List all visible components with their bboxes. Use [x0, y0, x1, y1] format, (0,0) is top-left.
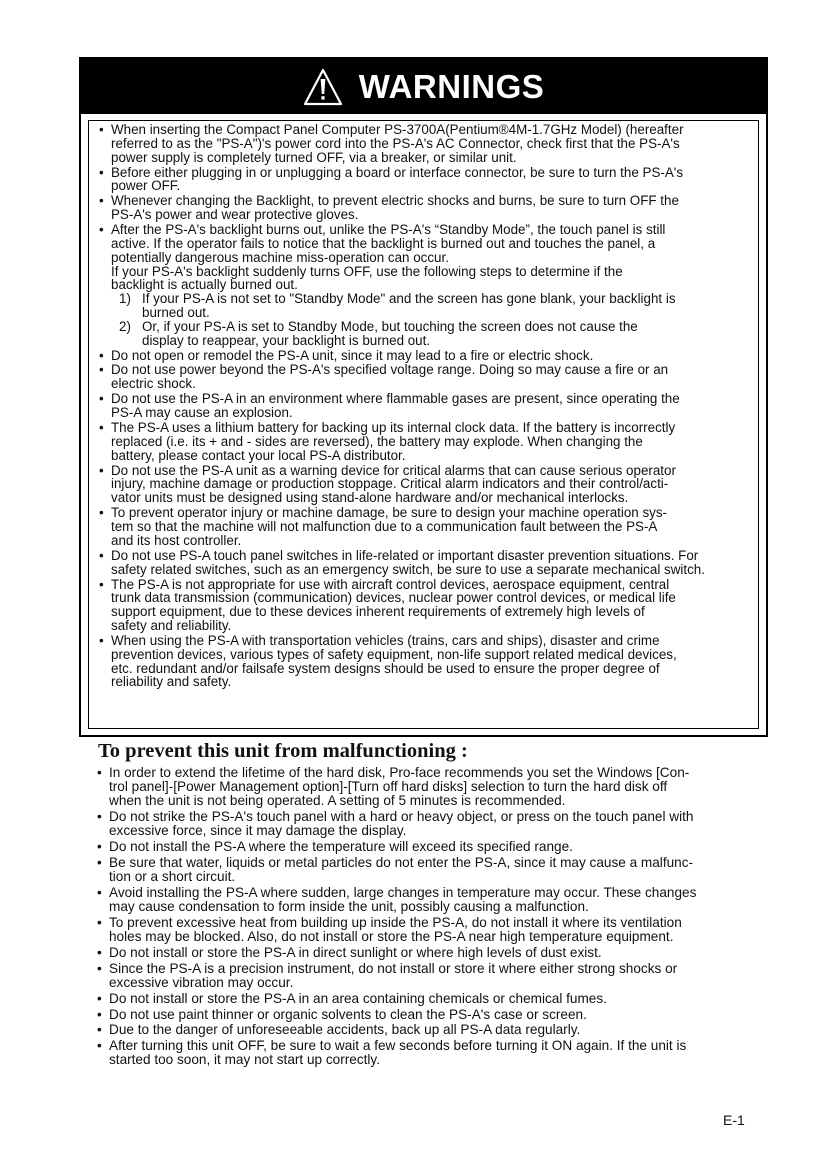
list-item-line: • Do not install or store the PS-A in direct sunlight or where high levels of dust exist.	[109, 945, 602, 960]
list-item-line: • Before either plugging in or unplugging a board or interface connector, be sure to turn the PS-A's	[111, 164, 684, 180]
list-item-line: when the unit is not being operated. A setting of 5 minutes is recommended.	[109, 793, 566, 809]
list-item-line: • The PS-A is not appropriate for use with aircraft control devices, aerospace equipment, central	[111, 576, 670, 592]
list-item-line: • Due to the danger of unforeseeable accidents, back up all PS-A data regularly.	[109, 1022, 581, 1038]
list-item	[99, 392, 748, 420]
list-item-line: • Since the PS-A is a precision instrument, do not install or store it where either strong shocks or	[109, 960, 678, 976]
list-item-line: may cause condensation to form inside the unit, possibly causing a malfunction.	[109, 899, 589, 915]
list-item	[99, 194, 748, 222]
sub-list-item	[111, 320, 748, 348]
malfunction-section	[97, 766, 763, 1069]
list-item	[99, 349, 748, 363]
list-item-line: trol panel]-[Power Management option]-[Turn off hard disks] selection to turn the hard disk off	[109, 779, 668, 795]
list-item-line: • After turning this unit OFF, be sure to wait a few seconds before turning it ON again. If the unit is	[109, 1038, 687, 1054]
list-item-line: PS-A may cause an explosion.	[111, 405, 293, 421]
list-item-line: • Whenever changing the Backlight, to prevent electric shocks and burns, be sure to turn OFF the	[111, 193, 679, 209]
list-item-line: • Do not use power beyond the PS-A's specified voltage range. Doing so may cause a fire or an	[111, 362, 669, 378]
list-item-line: • Do not use the PS-A unit as a warning device for critical alarms that can cause serious operator	[111, 462, 676, 478]
sub-list-line: If your PS-A is not set to "Standby Mode" and the screen has gone blank, your backlight is	[142, 291, 676, 307]
list-item	[99, 223, 748, 347]
list-item-line: reliability and safety.	[111, 674, 232, 690]
warnings-header	[81, 59, 766, 114]
list-item-line: started too soon, it may not start up correctly.	[109, 1052, 380, 1068]
list-item-line: battery, please contact your local PS-A distributor.	[111, 447, 406, 463]
list-item-line: support equipment, due to these devices inherent requirements of extremely high levels of	[111, 604, 645, 620]
list-item-line: safety related switches, such as an emergency switch, be sure to use a separate mechanical switch.	[111, 561, 705, 577]
list-item	[99, 166, 748, 194]
list-item-line: safety and reliability.	[111, 617, 232, 633]
list-item-line: replaced (i.e. its + and - sides are reversed), the battery may explode. When changing the	[111, 433, 643, 449]
list-item	[97, 856, 763, 884]
list-item-line: • After the PS-A's backlight burns out, unlike the PS-A's “Standby Mode”, the touch panel is still	[111, 222, 666, 238]
sub-list-number: 2)	[119, 318, 131, 334]
list-item-line: • When inserting the Compact Panel Computer PS-3700A(Pentium®4M-1.7GHz Model) (hereafter	[111, 122, 684, 137]
list-item-line: • Do not use paint thinner or organic solvents to clean the PS-A's case or screen.	[109, 1006, 587, 1022]
list-item-line: • Do not install the PS-A where the temperature will exceed its specified range.	[109, 839, 573, 855]
list-item-line: excessive vibration may occur.	[109, 975, 294, 990]
warnings-title: WARNINGS	[358, 67, 545, 105]
list-item	[99, 464, 748, 505]
sub-list-item	[111, 292, 748, 320]
list-item-line: • The PS-A uses a lithium battery for backing up its internal clock data. If the battery is incorrectly	[111, 420, 676, 436]
list-item-line: • Avoid installing the PS-A where sudden, large changes in temperature may occur. These changes	[109, 885, 697, 900]
list-item-line: • To prevent excessive heat from building up inside the PS-A, do not install it where its ventilation	[109, 915, 682, 930]
list-item	[97, 1023, 763, 1037]
list-item-line: • In order to extend the lifetime of the hard disk, Pro-face recommends you set the Windows [Con-	[109, 765, 690, 780]
list-item-line: holes may be blocked. Also, do not install or store the PS-A near high temperature equipment.	[109, 929, 674, 945]
warning-triangle-icon	[303, 68, 343, 106]
list-item-line: • Do not use the PS-A in an environment where flammable gases are present, since operating the	[111, 391, 680, 407]
malfunction-heading: To prevent this unit from malfunctioning :	[98, 740, 468, 762]
list-item	[97, 766, 763, 809]
list-item	[97, 1008, 763, 1022]
list-item-line: • Do not strike the PS-A's touch panel with a hard or heavy object, or press on the touch panel with	[109, 809, 694, 825]
sub-list-number: 1)	[119, 291, 131, 307]
list-item	[97, 916, 763, 944]
list-item	[99, 421, 748, 462]
sub-list-line: Or, if your PS-A is set to Standby Mode, but touching the screen does not cause the	[142, 318, 638, 334]
list-item-line: • When using the PS-A with transportation vehicles (trains, cars and ships), disaster and crime	[111, 632, 660, 648]
list-item-line: referred to as the "PS-A")'s power cord into the PS-A's AC Connector, check first that the PS-A's	[111, 135, 680, 151]
list-item	[97, 992, 763, 1006]
list-item	[97, 810, 763, 838]
list-item-line: • Do not use PS-A touch panel switches in life-related or important disaster prevention situations. For	[111, 547, 699, 563]
list-item-line: etc. redundant and/or failsafe system designs should be used to ensure the proper degree of	[111, 660, 660, 676]
list-item-line: active. If the operator fails to notice that the backlight is burned out and touches the panel, a	[111, 235, 656, 251]
list-item	[99, 634, 748, 689]
list-item	[97, 840, 763, 854]
sub-list-text	[142, 320, 748, 348]
sub-list-line: burned out.	[142, 304, 210, 320]
list-item-line: trunk data transmission (communication) devices, nuclear power control devices, or medical life	[111, 590, 676, 606]
list-item	[99, 549, 748, 577]
list-item-line: injury, machine damage or production stoppage. Critical alarm indicators and their control/acti-	[111, 476, 669, 492]
list-item	[97, 962, 763, 990]
list-item	[97, 946, 763, 960]
warnings-list-frame	[88, 120, 759, 729]
list-item	[99, 123, 748, 164]
list-item-line: If your PS-A's backlight suddenly turns OFF, use the following steps to determine if the	[111, 263, 623, 279]
malfunction-list	[97, 766, 763, 1068]
list-item-line: PS-A's power and wear protective gloves.	[111, 207, 359, 223]
page-number: E-1	[723, 1112, 745, 1128]
list-item-line: • To prevent operator injury or machine damage, be sure to design your machine operation sys-	[111, 505, 668, 521]
list-item-line: power supply is completely turned OFF, via a breaker, or similar unit.	[111, 149, 517, 165]
list-item-line: excessive force, since it may damage the display.	[109, 823, 407, 839]
list-item-line: • Do not install or store the PS-A in an area containing chemicals or chemical fumes.	[109, 990, 607, 1006]
sub-list-text	[142, 292, 748, 320]
list-item	[97, 886, 763, 914]
list-item-line: potentially dangerous machine miss-operation can occur.	[111, 249, 449, 265]
list-item	[99, 578, 748, 633]
list-item-line: prevention devices, various types of safety equipment, non-life support related medical devices,	[111, 646, 677, 662]
list-item-line: power OFF.	[111, 178, 181, 194]
list-item-line: vator units must be designed using stand-alone hardware and/or mechanical interlocks.	[111, 490, 629, 506]
list-item-line: • Be sure that water, liquids or metal particles do not enter the PS-A, since it may cause a malfunc-	[109, 855, 694, 870]
warnings-box	[79, 57, 768, 737]
sub-list-line: display to reappear, your backlight is burned out.	[142, 332, 431, 348]
list-item-line: • Do not open or remodel the PS-A unit, since it may lead to a fire or electric shock.	[111, 347, 594, 363]
list-item	[97, 1039, 763, 1067]
list-item	[99, 506, 748, 547]
list-item-line: tem so that the machine will not malfunction due to a communication fault between the PS-A	[111, 519, 658, 534]
list-item	[99, 363, 748, 391]
list-item-line: and its host controller.	[111, 532, 242, 548]
list-item-line: backlight is actually burned out.	[111, 277, 298, 293]
list-item-line: electric shock.	[111, 376, 196, 392]
list-item-line: tion or a short circuit.	[109, 869, 236, 885]
warnings-list	[99, 123, 748, 689]
